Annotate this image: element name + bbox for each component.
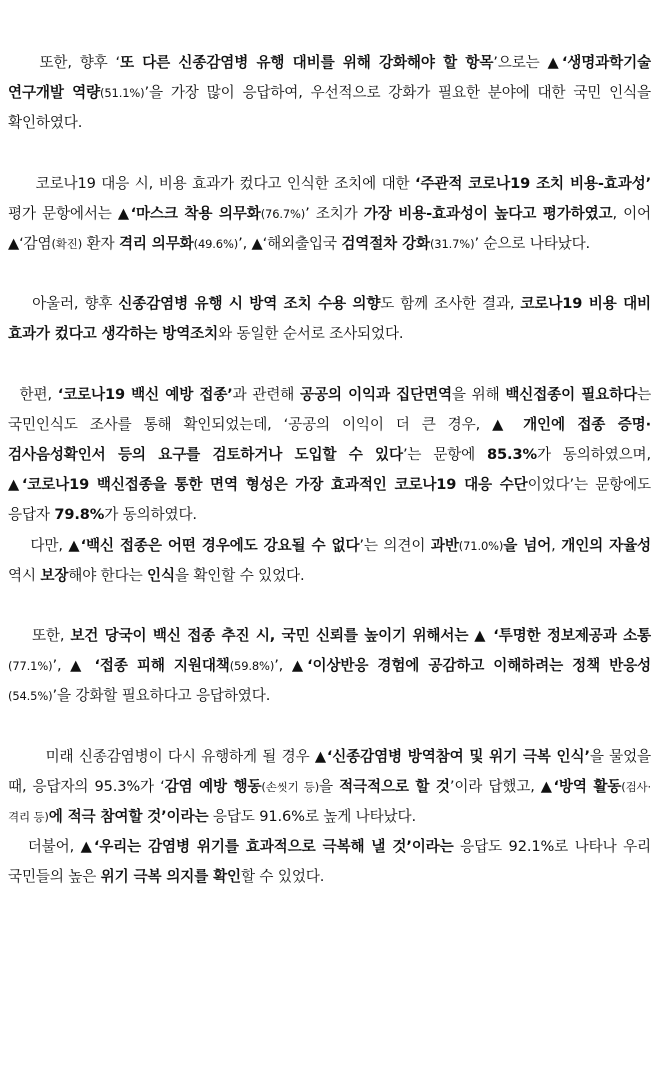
small-text-segment: (확진) xyxy=(51,237,83,252)
text-segment: 평가 문항에서는 xyxy=(8,204,118,222)
bold-text-segment: ▲‘마스크 착용 의무화 xyxy=(117,204,261,222)
bold-text-segment: 보장 xyxy=(40,566,69,584)
text-segment: 을 xyxy=(319,777,340,795)
text-segment: 와 동일한 순서로 조사되었다. xyxy=(218,325,404,343)
bold-text-segment: 에 적극 참여할 것’이라는 xyxy=(48,808,209,826)
bold-text-segment: ‘주관적 코로나19 조치 비용-효과성’ xyxy=(415,174,651,192)
paragraph-indent xyxy=(8,627,32,644)
small-text-segment: (검사·격리 등) xyxy=(8,779,651,825)
bold-text-segment: 신종감염병 유행 시 방역 조치 수용 의향 xyxy=(118,295,381,313)
bold-text-segment: ▲ ‘투명한 정보제공과 소통 xyxy=(474,627,651,645)
small-text-segment: (77.1%) xyxy=(8,659,53,674)
bold-text-segment: 감염 예방 행동 xyxy=(164,777,262,795)
bold-text-segment: 85.3% xyxy=(487,446,537,464)
text-segment: 환자 xyxy=(82,235,119,253)
paragraph-4 xyxy=(8,380,651,531)
text-segment: 과 관련해 xyxy=(232,385,301,403)
bold-text-segment: 코로나19 비용 대비 효과가 컸다고 생각하는 방역조치 xyxy=(8,295,651,343)
text-segment: ’, xyxy=(52,657,71,675)
text-segment: ’, ▲‘해외출입국 xyxy=(238,235,342,253)
text-segment: 아울러, 향후 xyxy=(32,295,119,313)
text-segment: ’ 조치가 xyxy=(305,204,364,222)
bold-text-segment: ▲‘신종감염병 방역참여 및 위기 극복 인식’ xyxy=(314,747,590,765)
bold-text-segment: 위기 극복 의지를 확인 xyxy=(100,868,241,886)
bold-text-segment: 적극적으로 할 것 xyxy=(339,777,450,795)
text-segment: 코로나19 대응 시, 비용 효과가 컸다고 인식한 조치에 대한 xyxy=(35,174,416,192)
paragraph-2 xyxy=(8,169,651,260)
bold-text-segment: ▲ ‘접종 피해 지원대책 xyxy=(70,657,230,675)
bold-text-segment: 과반 xyxy=(430,536,459,554)
text-segment: 역시 xyxy=(8,566,41,584)
paragraph-indent xyxy=(8,54,39,71)
small-text-segment: (76.7%) xyxy=(260,206,306,221)
paragraph-spacer xyxy=(8,139,651,169)
text-segment: 할 수 있었다. xyxy=(241,868,325,886)
text-segment: 을 위해 xyxy=(451,385,506,403)
text-segment: ’을 강화할 필요하다고 응답하였다. xyxy=(52,687,271,705)
bold-text-segment: 인식 xyxy=(147,566,175,584)
text-segment: ’는 문항에 xyxy=(402,446,488,464)
text-segment: 가 동의하였으며, xyxy=(536,446,651,464)
text-segment: ’ 순으로 나타났다. xyxy=(474,235,591,253)
bold-text-segment: 검역절차 강화 xyxy=(341,235,430,253)
small-text-segment: (71.0%) xyxy=(458,538,504,553)
bold-text-segment: 격리 의무화 xyxy=(118,235,194,253)
text-segment: 이었다’는 문항에도 응답자 xyxy=(8,476,651,524)
text-segment: 을 확인할 수 있었다. xyxy=(174,566,305,584)
text-segment: 또한, 향후 ‘ xyxy=(39,54,120,71)
small-text-segment: (손씻기 등) xyxy=(261,779,320,794)
text-segment: 응답도 91.6%로 높게 나타났다. xyxy=(208,808,416,826)
text-segment: 응답도 92.1%로 나타나 우리 국민들의 높은 xyxy=(8,838,652,886)
bold-text-segment: ‘코로나19 백신 예방 접종’ xyxy=(57,385,233,403)
bold-text-segment: 가장 비용-효과성이 높다고 평가하였고 xyxy=(363,204,613,222)
bold-text-segment: ▲‘우리는 감염병 위기를 효과적으로 극복해 낼 것’이라는 xyxy=(80,838,454,856)
text-segment: 다만, xyxy=(30,536,69,554)
bold-text-segment: ▲‘코로나19 백신접종을 통한 면역 형성은 가장 효과적인 코로나19 대응 수단 xyxy=(8,476,528,494)
paragraph-7 xyxy=(8,742,651,833)
paragraph-indent xyxy=(8,386,20,403)
text-segment: 해야 한다는 xyxy=(68,566,148,584)
text-segment: , 이어 ▲‘감염 xyxy=(8,204,651,253)
paragraph-8 xyxy=(8,832,651,892)
bold-text-segment: 개인의 자율성 xyxy=(561,536,651,554)
text-segment: 가 동의하였다. xyxy=(104,506,197,524)
small-text-segment: (59.8%) xyxy=(229,659,275,674)
small-text-segment: (51.1%) xyxy=(100,86,145,101)
text-segment: , xyxy=(551,536,562,554)
small-text-segment: (49.6%) xyxy=(193,237,239,252)
paragraph-spacer xyxy=(8,350,651,380)
text-segment: 도 함께 조사한 결과, xyxy=(380,295,521,313)
text-segment: 또한, xyxy=(31,627,71,645)
text-segment: ’으로는 xyxy=(493,54,548,71)
bold-text-segment: 보건 당국이 백신 접종 추진 시, 국민 신뢰를 높이기 위해서는 xyxy=(70,627,469,645)
paragraph-spacer xyxy=(8,712,651,742)
text-segment: ’는 의견이 xyxy=(359,536,431,554)
bold-text-segment: 79.8% xyxy=(54,506,105,524)
text-segment: 을 물었을 때, 응답자의 95.3%가 ‘ xyxy=(8,747,652,795)
paragraph-indent xyxy=(8,838,28,855)
text-segment: 미래 신종감염병이 다시 유행하게 될 경우 xyxy=(45,747,315,765)
paragraph-spacer xyxy=(8,591,651,621)
paragraph-indent xyxy=(8,748,46,765)
paragraph-indent xyxy=(8,175,36,192)
bold-text-segment: ▲‘백신 접종은 어떤 경우에도 강요될 수 없다 xyxy=(68,536,360,554)
paragraph-3 xyxy=(8,289,651,349)
text-segment: ’을 가장 많이 응답하여, 우선적으로 강화가 필요한 분야에 대한 국민 인식을 확인하였다. xyxy=(8,84,651,132)
bold-text-segment: ▲‘방역 활동 xyxy=(540,777,622,795)
bold-text-segment: 을 넘어 xyxy=(503,536,552,554)
bold-text-segment: 공공의 이익과 집단면역 xyxy=(300,385,452,403)
paragraph-5 xyxy=(8,531,651,591)
bold-text-segment: ▲‘생명과학기술 연구개발 역량 xyxy=(8,54,651,102)
text-segment: ’이라 답했고, xyxy=(449,777,541,795)
small-text-segment: (31.7%) xyxy=(429,237,475,252)
paragraph-indent xyxy=(8,537,30,554)
paragraph-1 xyxy=(8,48,651,139)
text-segment: ’, xyxy=(274,657,292,675)
text-segment: 한편, xyxy=(19,385,58,403)
text-segment: 더불어, xyxy=(27,838,81,856)
bold-text-segment: ▲‘이상반응 경험에 공감하고 이해하려는 정책 반응성 xyxy=(291,657,651,675)
paragraph-indent xyxy=(8,295,32,312)
bold-text-segment: 또 다른 신종감염병 유행 대비를 위해 강화해야 할 항목 xyxy=(119,54,494,71)
bold-text-segment: 백신접종이 필요하다 xyxy=(505,385,638,403)
paragraph-6 xyxy=(8,621,651,712)
bold-text-segment: ▲ 개인에 접종 증명·검사음성확인서 등의 요구를 검토하거나 도입할 수 있다 xyxy=(8,415,651,464)
text-segment: 는 국민인식도 조사를 통해 확인되었는데, ‘공공의 이익이 더 큰 경우, xyxy=(8,385,652,433)
paragraph-spacer xyxy=(8,259,651,289)
small-text-segment: (54.5%) xyxy=(8,689,53,704)
